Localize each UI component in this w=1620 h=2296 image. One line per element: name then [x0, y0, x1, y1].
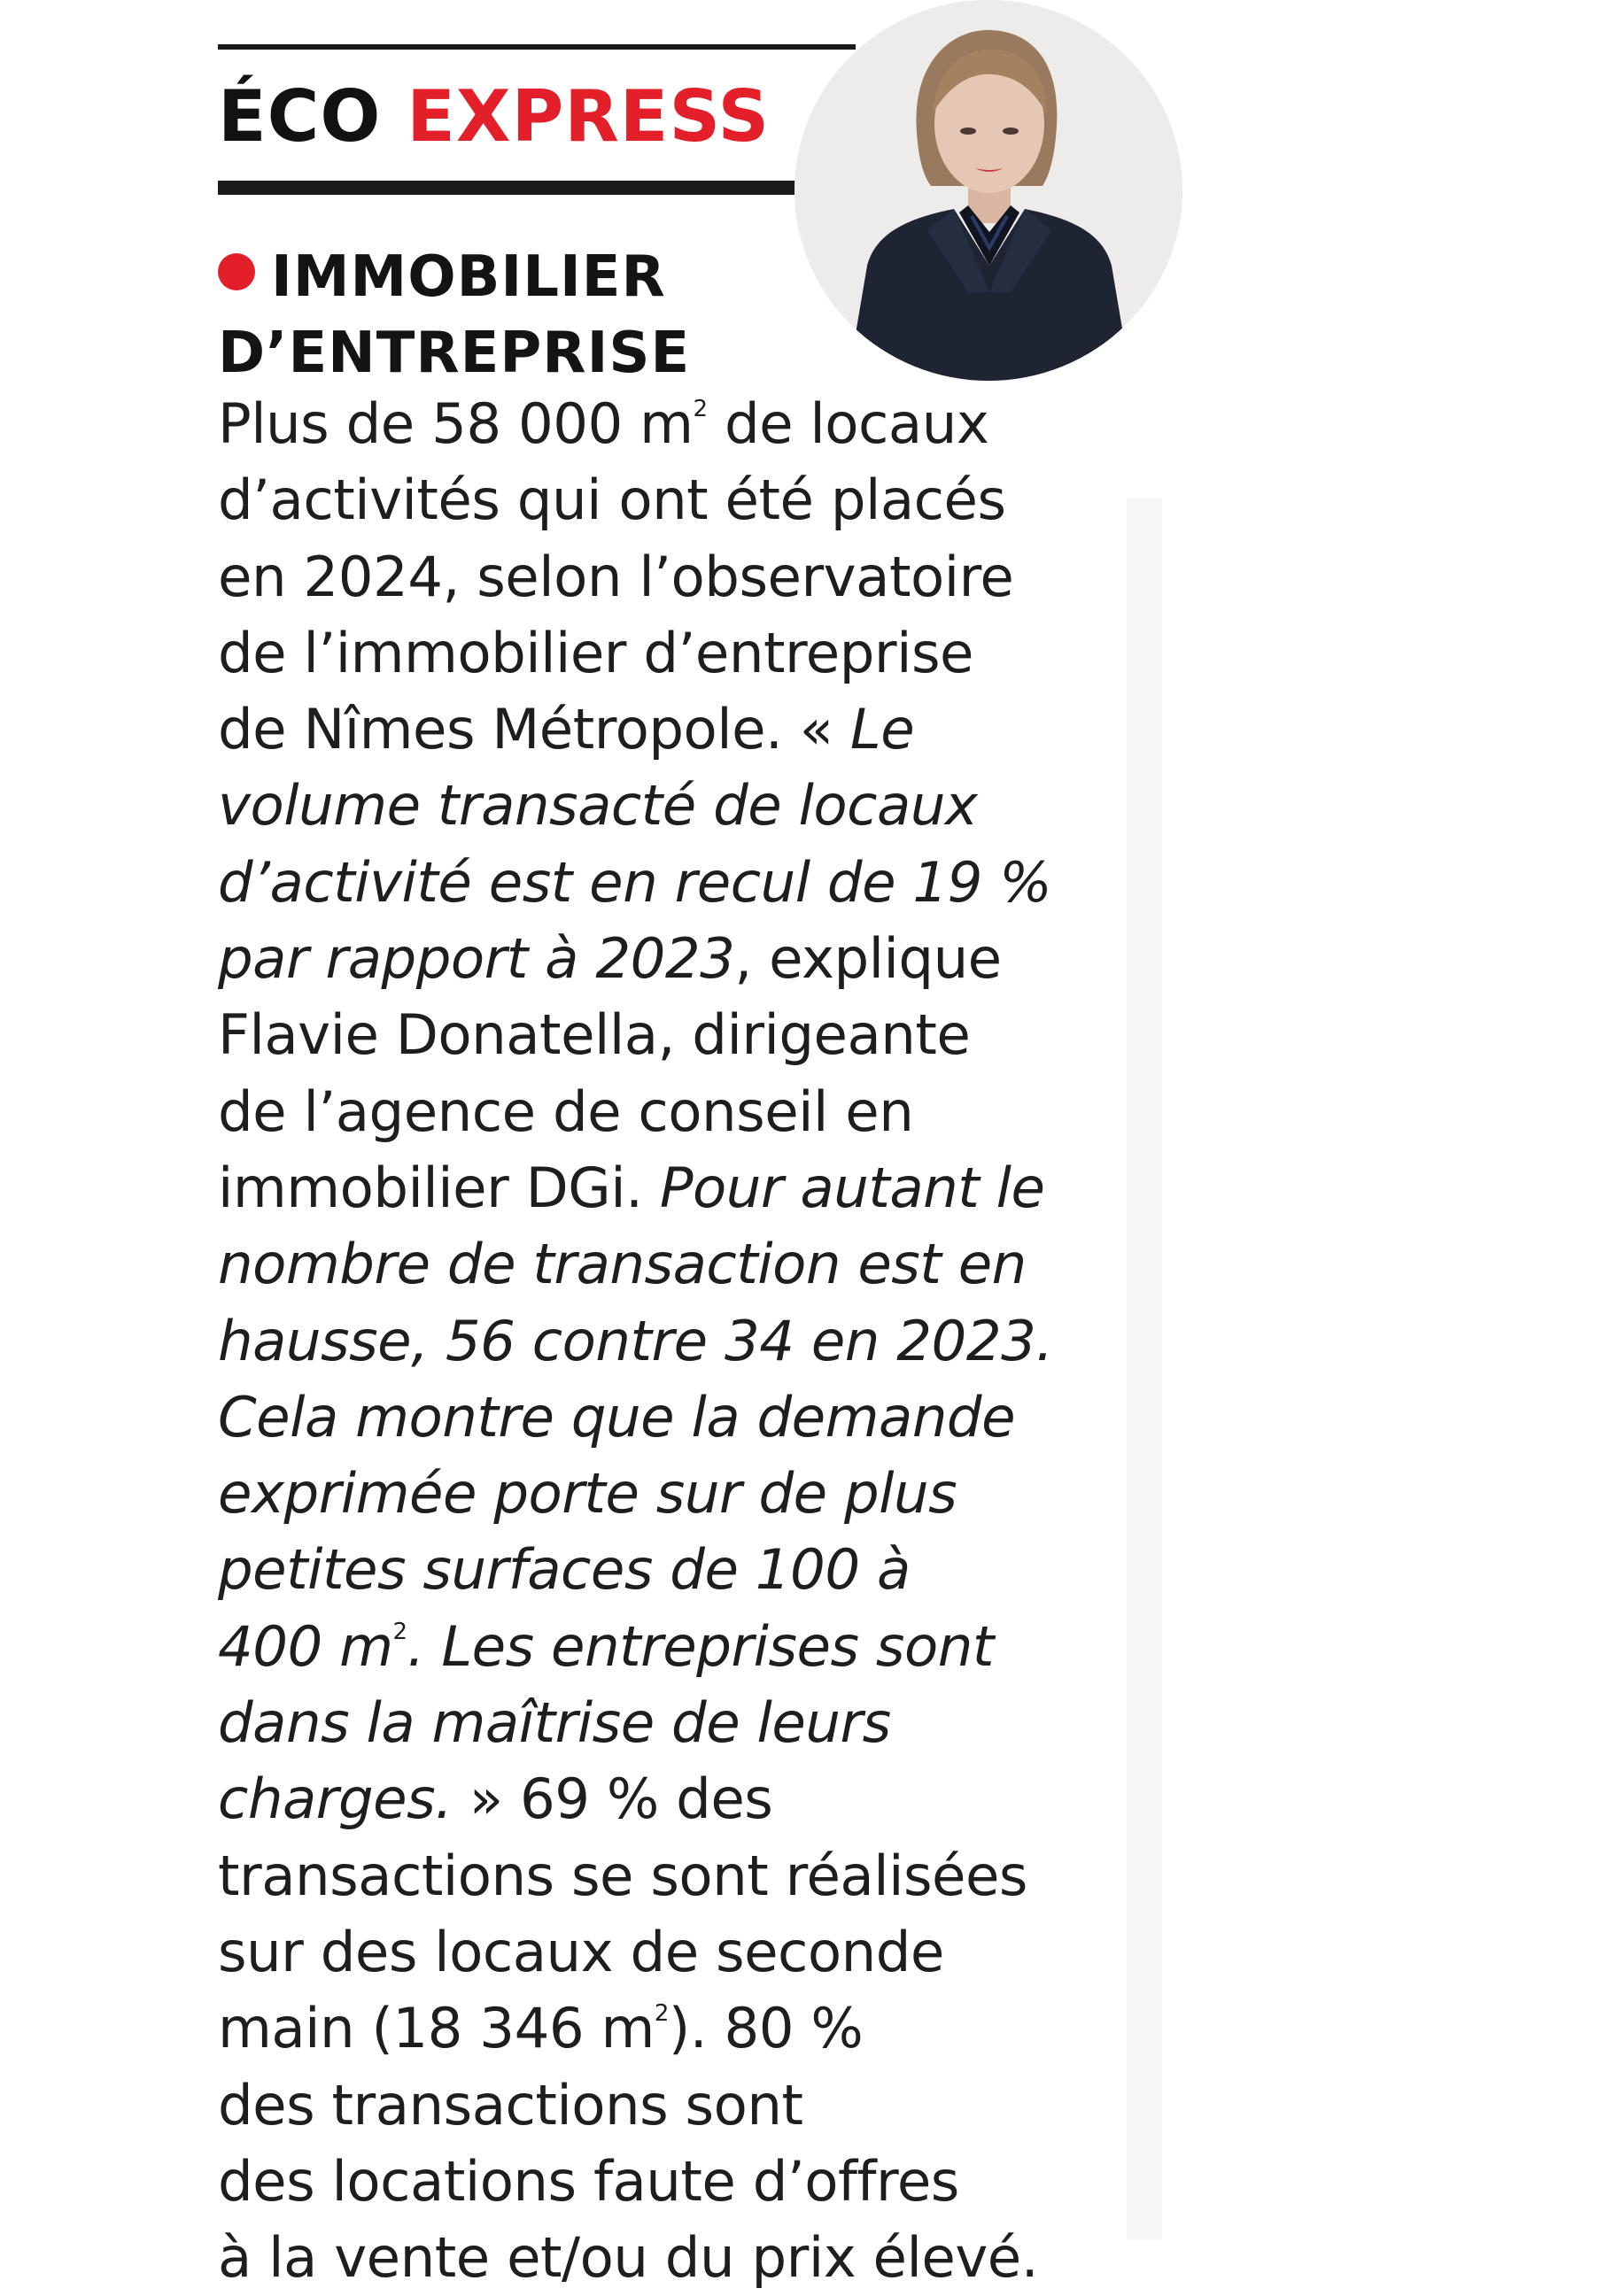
- article-line: [218, 2068, 1112, 2144]
- article-italic-text: d’activité est en recul de 19 %: [218, 849, 1052, 915]
- article-line: [218, 1914, 1112, 1991]
- article-line: [218, 692, 1112, 768]
- section-heading-line1: IMMOBILIER: [271, 244, 666, 310]
- article-line: [218, 615, 1112, 692]
- article-italic-text: dans la maîtrise de leurs: [218, 1690, 891, 1756]
- article-line: [218, 1074, 1112, 1150]
- article-text: , explique: [734, 926, 1002, 992]
- article-text: ). 80 %: [668, 1996, 864, 2061]
- author-portrait: [794, 0, 1182, 381]
- article-italic-text: hausse, 56 contre 34 en 2023.: [218, 1308, 1053, 1373]
- article-text: Flavie Donatella, dirigeante: [218, 1002, 971, 1068]
- article-line: [218, 1991, 1112, 2067]
- article-text: » 69 % des: [452, 1766, 773, 1832]
- article-italic-text: 400 m: [218, 1613, 393, 1679]
- article-text: immobilier DGi.: [218, 1155, 660, 1220]
- article-line: [218, 768, 1112, 844]
- column-title-eco: ÉCO: [218, 75, 382, 158]
- article-text: d’activités qui ont été placés: [218, 468, 1006, 533]
- article-italic-text: Cela montre que la demande: [218, 1384, 1016, 1449]
- article-text: à la vente et/ou du prix élevé.: [218, 2225, 1039, 2291]
- column-title: [218, 71, 770, 163]
- section-heading: [218, 239, 802, 391]
- article-italic-text: par rapport à 2023: [218, 926, 735, 992]
- article-line: [218, 539, 1112, 615]
- article-line: [218, 997, 1112, 1073]
- article-line: [218, 1226, 1112, 1303]
- superscript: 2: [693, 396, 708, 422]
- article-body: [218, 386, 1112, 2296]
- article-text: sur des locaux de seconde: [218, 1919, 944, 1984]
- article-italic-text: exprimée porte sur de plus: [218, 1461, 957, 1527]
- article-line: [218, 1380, 1112, 1456]
- side-strip: [1127, 498, 1162, 2240]
- article-text: de l’immobilier d’entreprise: [218, 620, 974, 685]
- article-text: de Nîmes Métropole. «: [218, 697, 850, 762]
- article-text: Plus de 58 000 m: [218, 391, 694, 456]
- article-italic-text: Le: [849, 697, 915, 762]
- article-line: [218, 845, 1112, 921]
- article-text: main (18 346 m: [218, 1996, 655, 2061]
- article-line: [218, 2220, 1112, 2296]
- article-line: [218, 1838, 1112, 1914]
- article-line: [218, 1532, 1112, 1608]
- article-line: [218, 462, 1112, 538]
- article-line: [218, 1685, 1112, 1761]
- article-italic-text: Pour autant le: [659, 1155, 1045, 1220]
- article-line: [218, 386, 1112, 462]
- superscript: 2: [654, 2000, 669, 2028]
- article-line: [218, 2144, 1112, 2220]
- top-rule: [218, 44, 856, 50]
- article-line: [218, 1609, 1112, 1685]
- section-heading-line2: D’ENTREPRISE: [218, 321, 691, 386]
- bullet-dot-icon: [218, 253, 255, 290]
- article-line: [218, 1150, 1112, 1226]
- article-italic-text: charges.: [218, 1766, 453, 1832]
- column-title-express: EXPRESS: [407, 75, 771, 158]
- article-line: [218, 921, 1112, 997]
- article-italic-text: volume transacté de locaux: [218, 773, 978, 839]
- article-italic-text: petites surfaces de 100 à: [218, 1537, 911, 1603]
- article-italic-text: nombre de transaction est en: [218, 1232, 1027, 1297]
- article-text: des transactions sont: [218, 2072, 803, 2138]
- article-line: [218, 1761, 1112, 1837]
- article-text: transactions se sont réalisées: [218, 1843, 1027, 1908]
- article-text: de locaux: [707, 391, 989, 456]
- article-line: [218, 1456, 1112, 1532]
- header-rule: [218, 181, 822, 195]
- article-text: des locations faute d’offres: [218, 2148, 959, 2214]
- article-text: de l’agence de conseil en: [218, 1078, 914, 1144]
- article-italic-text: . Les entreprises sont: [407, 1613, 994, 1679]
- article-line: [218, 1303, 1112, 1380]
- person-portrait-icon: [794, 0, 1182, 381]
- superscript: 2: [392, 1618, 407, 1645]
- article-text: en 2024, selon l’observatoire: [218, 544, 1014, 609]
